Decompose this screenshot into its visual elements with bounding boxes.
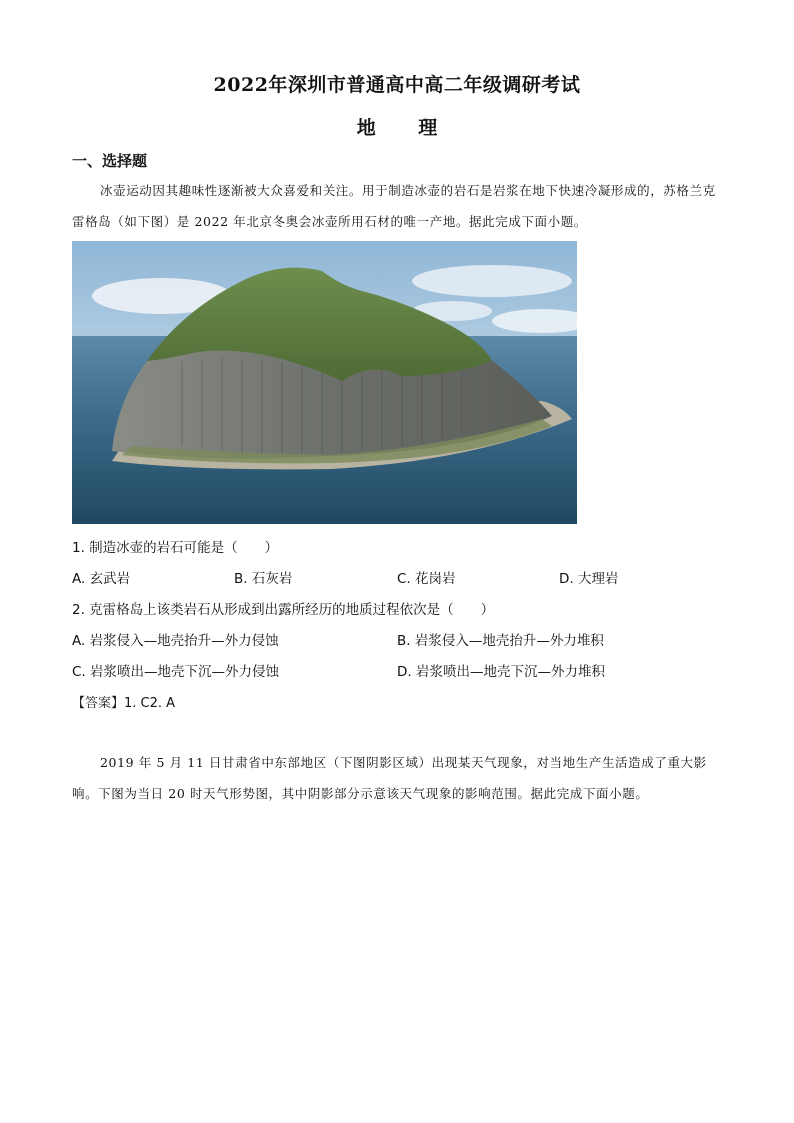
question-2-stem: 2. 克雷格岛上该类岩石从形成到出露所经历的地质过程依次是（ ） [72,602,495,618]
passage-weather: 2019 年 5 月 11 日甘肃省中东部地区（下图阴影区域）出现某天气现象，对当地生产生活造成了重大影响。下图为当日 20 时天气形势图，其中阴影部分示意该天气现象的影响范围。据此完成下面小题。 [72,755,707,801]
question-2-option-d: D. 岩浆喷出—地壳下沉—外力堆积 [397,664,605,680]
answer-line [72,692,175,711]
question-2-option-a: A. 岩浆侵入—地壳抬升—外力侵蚀 [72,633,279,649]
question-1-option-a: A. 玄武岩 [72,571,131,587]
question-1-option-d: D. 大理岩 [559,571,619,587]
subject-title: 地 理 [356,117,456,139]
passage-intro: 冰壶运动因其趣味性逐渐被大众喜爱和关注。用于制造冰壶的岩石是岩浆在地下快速冷凝形成的，苏格兰克雷格岛（如下图）是 2022 年北京冬奥会冰壶所用石材的唯一产地。据此完成下面小题。 [72,183,716,229]
section-heading: 一、选择题 [72,152,148,170]
question-2-option-c: C. 岩浆喷出—地壳下沉—外力侵蚀 [72,664,280,680]
answer-text: 1. C2. A [124,696,176,711]
question-1-option-b: B. 石灰岩 [234,571,293,587]
island-photo [72,241,577,524]
answer-tag: 【答案】 [72,696,125,711]
question-1-stem: 1. 制造冰壶的岩石可能是（ ） [72,540,279,556]
question-1-option-c: C. 花岗岩 [397,571,456,587]
exam-title: 2022年深圳市普通高中高二年级调研考试 [213,74,581,96]
question-2-option-b: B. 岩浆侵入—地壳抬升—外力堆积 [397,633,604,649]
